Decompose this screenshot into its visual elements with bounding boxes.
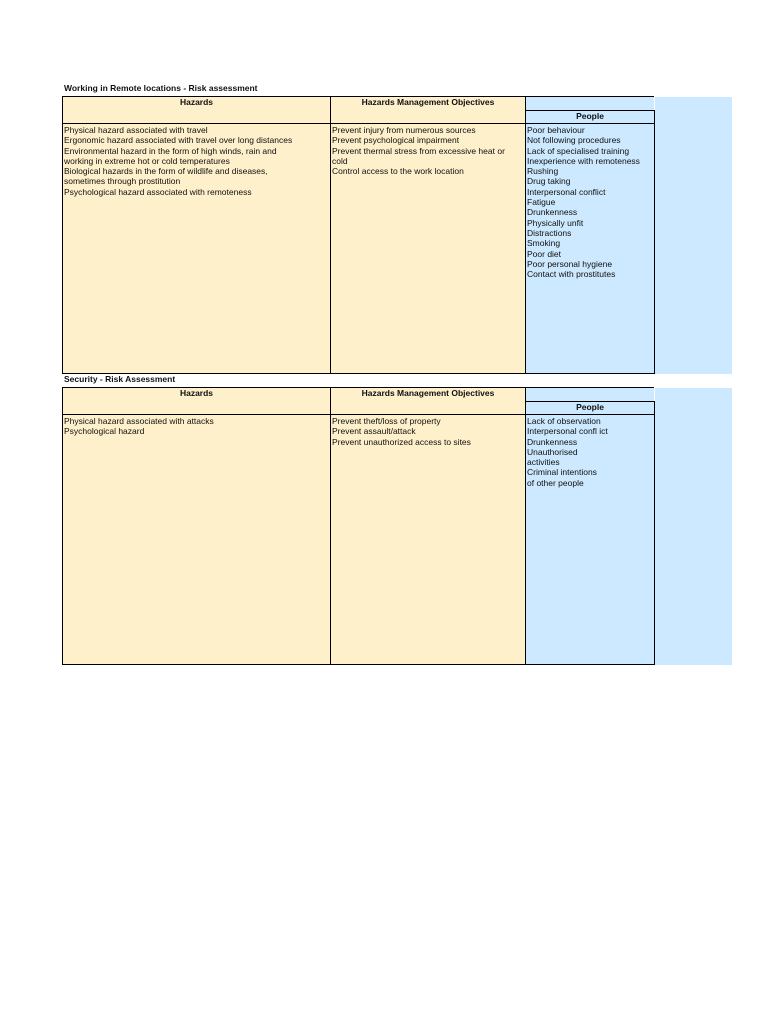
- people-line: Inexperience with remoteness: [527, 155, 640, 166]
- objective-line: cold: [332, 155, 348, 166]
- hazard-line: Ergonomic hazard associated with travel over long distances: [64, 135, 293, 146]
- section-1-title: Working in Remote locations - Risk assessment: [64, 83, 258, 93]
- section-1-objectives-cell: [330, 124, 526, 374]
- people-line: of other people: [527, 477, 584, 488]
- section-2-blue-extension: [655, 388, 732, 665]
- section-1-hazards-header: Hazards: [62, 96, 331, 124]
- section-2-people-header-spacer: [526, 388, 654, 401]
- objective-line: Prevent psychological impairment: [332, 135, 460, 146]
- section-2-hazards-cell: [62, 415, 331, 665]
- objective-line: Prevent assault/attack: [332, 426, 416, 437]
- section-2-title: Security - Risk Assessment: [64, 374, 176, 384]
- people-line: Rushing: [527, 166, 559, 177]
- hazard-line: sometimes through prostitution: [64, 176, 181, 187]
- people-line: activities: [527, 457, 560, 468]
- section-1-people-cell: [525, 124, 655, 374]
- section-2-people-cell: [525, 415, 655, 665]
- people-line: Lack of specialised training: [527, 145, 630, 156]
- objective-line: Prevent theft/loss of property: [332, 416, 441, 426]
- section-2-hazards-header: Hazards: [62, 387, 331, 415]
- people-line: Physically unfit: [527, 217, 584, 228]
- people-line: Criminal intentions: [527, 467, 597, 478]
- hazard-line: Physical hazard associated with travel: [64, 125, 208, 135]
- objective-line: Prevent thermal stress from excessive heat or: [332, 145, 505, 156]
- hazard-line: working in extreme hot or cold temperatures: [64, 155, 230, 166]
- people-line: Interpersonal conflict: [527, 186, 606, 197]
- people-line: Fatigue: [527, 197, 556, 208]
- section-1-objectives-header: Hazards Management Objectives: [330, 96, 526, 124]
- section-1-hazards-cell: [62, 124, 331, 374]
- hazard-line: Psychological hazard associated with remoteness: [64, 186, 252, 197]
- section-1-blue-extension: [655, 97, 732, 374]
- people-line: Poor diet: [527, 248, 562, 259]
- section-1-people-header: People: [525, 110, 655, 124]
- people-line: Interpersonal confl ict: [527, 426, 608, 437]
- section-1-people-header-spacer: [526, 97, 654, 110]
- people-line: Poor behaviour: [527, 125, 585, 135]
- section-2-objectives-header: Hazards Management Objectives: [330, 387, 526, 415]
- people-line: Contact with prostitutes: [527, 269, 616, 280]
- hazard-line: Physical hazard associated with attacks: [64, 416, 214, 426]
- people-line: Unauthorised: [527, 446, 578, 457]
- people-line: Poor personal hygiene: [527, 258, 613, 269]
- people-line: Drunkenness: [527, 207, 578, 218]
- hazard-line: Psychological hazard: [64, 426, 145, 437]
- section-2-objectives-cell: [330, 415, 526, 665]
- people-line: Lack of observation: [527, 416, 601, 426]
- hazard-line: Biological hazards in the form of wildlife and diseases,: [64, 166, 268, 177]
- people-line: Drug taking: [527, 176, 571, 187]
- people-line: Not following procedures: [527, 135, 621, 146]
- people-line: Distractions: [527, 227, 572, 238]
- section-2-people-header: People: [525, 401, 655, 415]
- people-line: Drunkenness: [527, 436, 578, 447]
- objective-line: Prevent unauthorized access to sites: [332, 436, 471, 447]
- objective-line: Control access to the work location: [332, 166, 464, 177]
- people-line: Smoking: [527, 238, 561, 249]
- objective-line: Prevent injury from numerous sources: [332, 125, 476, 135]
- hazard-line: Environmental hazard in the form of high winds, rain and: [64, 145, 277, 156]
